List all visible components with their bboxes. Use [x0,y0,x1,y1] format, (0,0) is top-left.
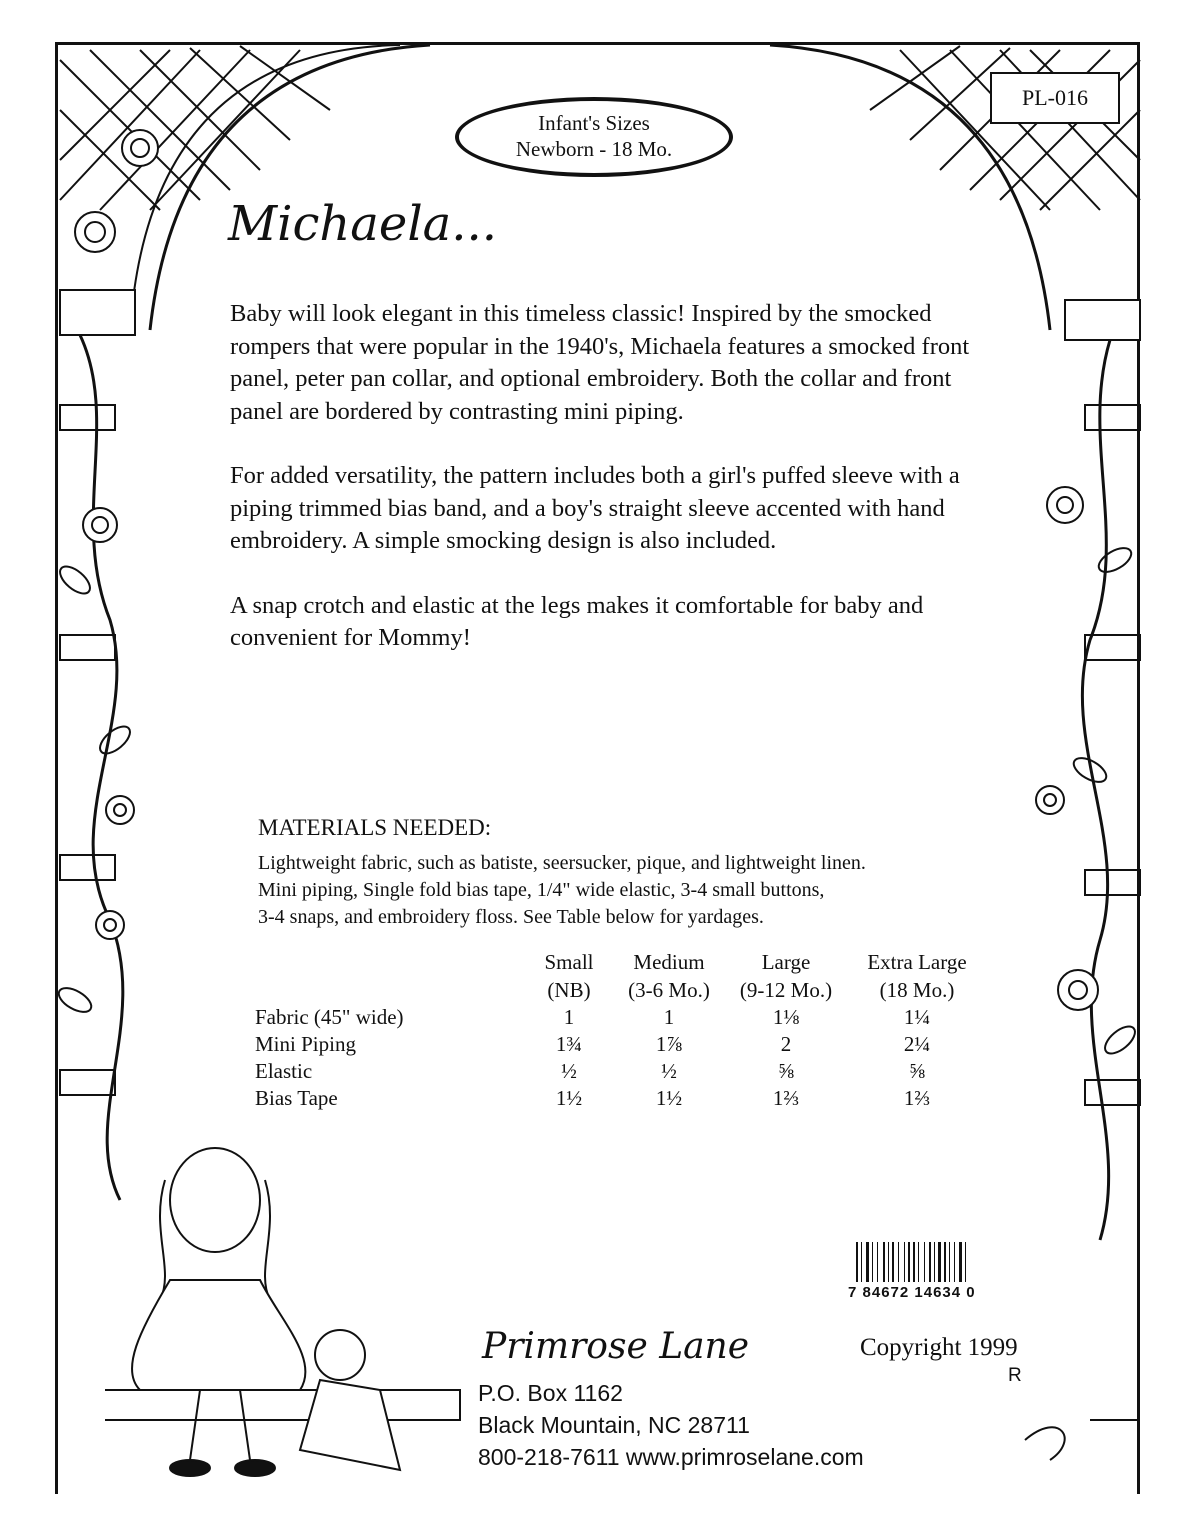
table-cell: 1 [663,1005,675,1029]
size-header: Large [761,950,811,974]
materials-heading: MATERIALS NEEDED: [258,815,492,840]
materials-line: Lightweight fabric, such as batiste, seersucker, pique, and lightweight linen. [258,852,866,874]
table-header-row [255,948,992,976]
row-label: Mini Piping [255,1032,356,1056]
table-cell: 1 [563,1005,575,1029]
publisher-address [478,1377,864,1473]
table-row [255,1058,992,1085]
row-label: Fabric (45" wide) [255,1005,404,1029]
copyright-mark: R [1008,1365,1022,1386]
table-cell: 2¼ [903,1032,931,1056]
table-cell: ⅝ [909,1059,925,1083]
description-paragraph: For added versatility, the pattern includes both a girl's puffed sleeve with a piping trimmed bias band, and a boy's straight sleeve accented with hand embroidery. A simple smocking design is also included. [230,462,960,554]
sizes-badge-line1: Infant's Sizes [538,111,650,135]
table-cell: 1½ [555,1086,583,1110]
pattern-title: Michaela... [228,196,498,252]
materials-section [258,815,1018,931]
table-row [255,1004,992,1031]
table-cell: 1⅔ [903,1086,931,1110]
size-range: (NB) [547,978,591,1002]
yardage-table [255,948,992,1112]
address-line: P.O. Box 1162 [478,1380,623,1406]
product-code: PL-016 [990,72,1120,124]
sizes-badge-line2: Newborn - 18 Mo. [515,137,673,161]
materials-line: Mini piping, Single fold bias tape, 1/4" wide elastic, 3-4 small buttons, [258,879,825,901]
size-range: (9-12 Mo.) [739,978,833,1002]
table-cell: 1¾ [555,1032,583,1056]
table-cell: 2 [780,1032,792,1056]
size-range: (18 Mo.) [879,978,955,1002]
table-header-row [255,976,992,1004]
table-cell: ½ [661,1059,677,1083]
address-line: Black Mountain, NC 28711 [478,1412,750,1438]
contact-line: 800-218-7611 www.primroselane.com [478,1444,864,1470]
size-header: Extra Large [867,950,967,974]
table-cell: 1⅞ [655,1032,683,1056]
table-cell: 1⅛ [772,1005,800,1029]
copyright: Copyright 1999 [860,1334,1018,1361]
table-cell: 1⅔ [772,1086,800,1110]
table-row [255,1031,992,1058]
table-cell: 1¼ [903,1005,931,1029]
description-paragraph: Baby will look elegant in this timeless classic! Inspired by the smocked rompers that were popular in the 1940's, Michaela features a smocked front panel, peter pan collar, and optional embroidery. Both the collar and front panel are bordered by contrasting mini piping. [230,300,970,425]
row-label: Elastic [255,1059,313,1083]
description-paragraph: A snap crotch and elastic at the legs makes it comfortable for baby and convenient for Mommy! [230,591,924,651]
row-label: Bias Tape [255,1086,338,1110]
description [230,298,1005,687]
table-cell: ½ [561,1059,577,1083]
materials-line: 3-4 snaps, and embroidery floss. See Table below for yardages. [258,906,764,928]
table-cell: ⅝ [778,1059,794,1083]
publisher-logo: Primrose Lane [482,1326,750,1367]
sizes-badge [455,97,733,177]
table-row [255,1085,992,1112]
size-range: (3-6 Mo.) [628,978,710,1002]
barcode-digits: 7 84672 14634 0 [848,1284,976,1301]
size-header: Medium [633,950,705,974]
size-header: Small [544,950,594,974]
table-cell: 1½ [655,1086,683,1110]
